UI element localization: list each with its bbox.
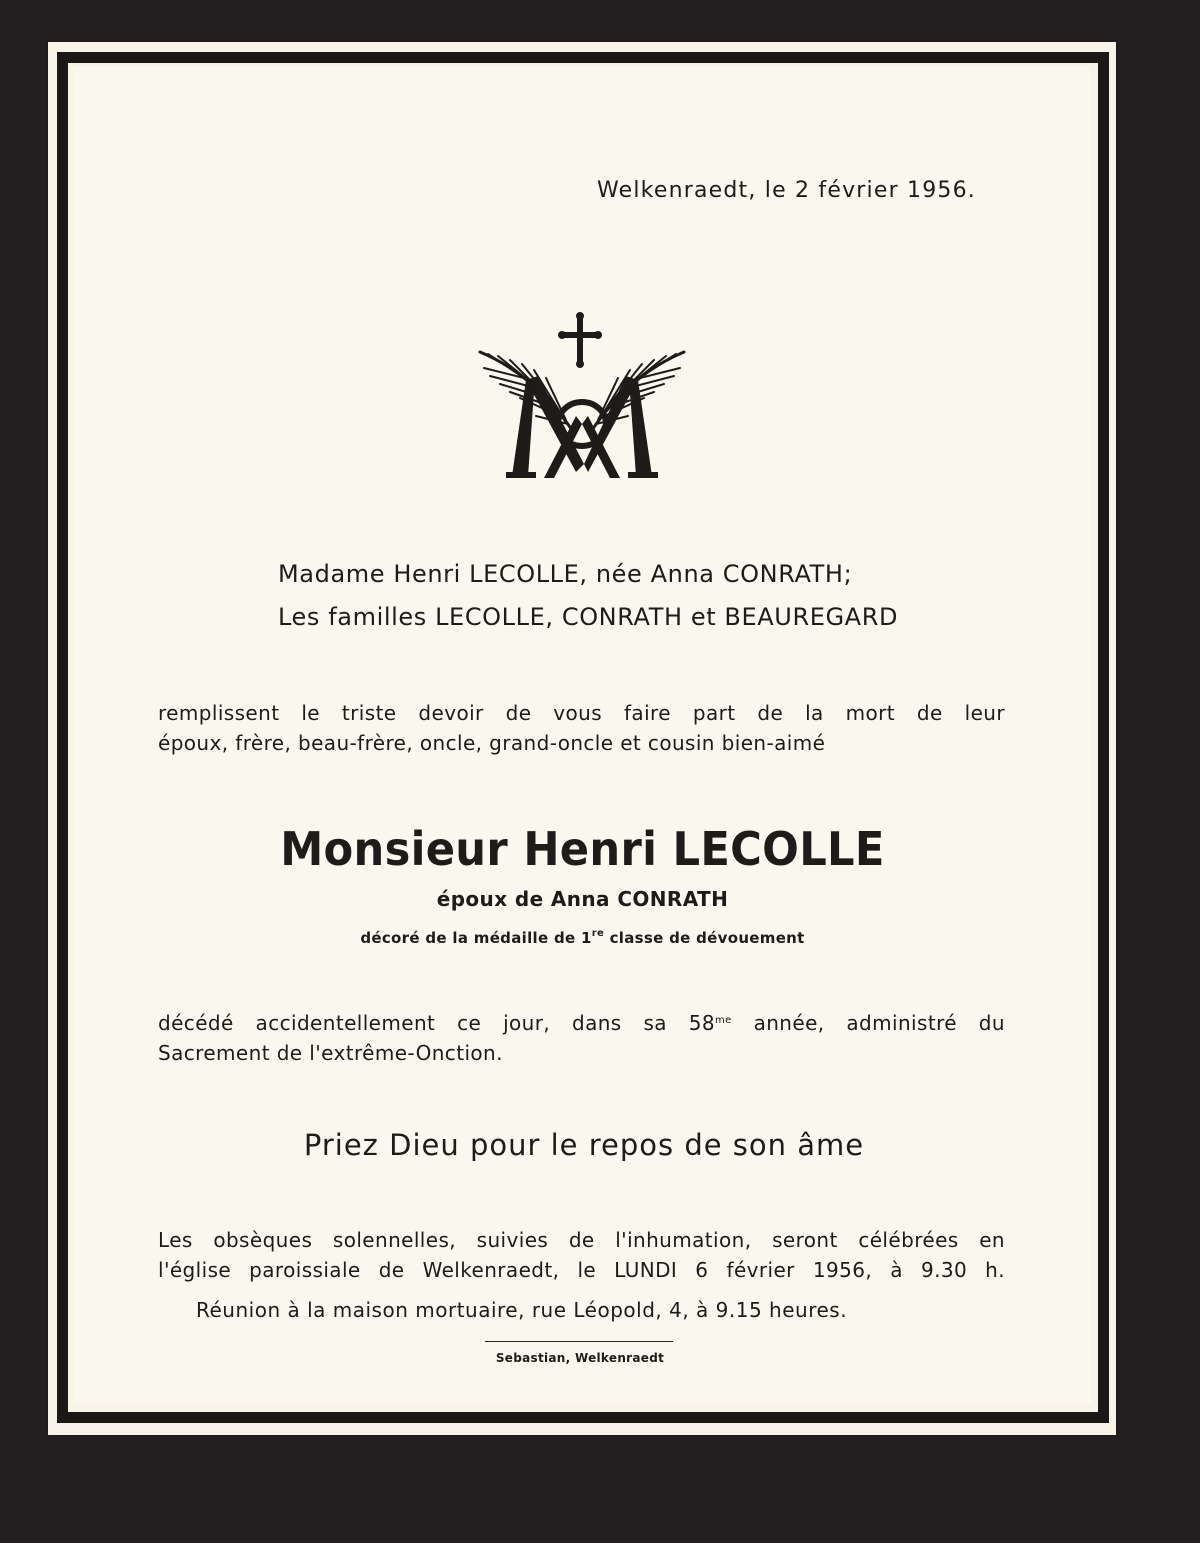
spouse-line: époux de Anna CONRATH bbox=[436, 887, 729, 911]
announcement-line-2: époux, frère, beau-frère, oncle, grand-oncle et cousin bien-aimé bbox=[158, 731, 826, 755]
funeral-line-2: l'église paroissiale de Welkenraedt, le LUNDI 6 février 1956, à 9.30 h. bbox=[158, 1258, 1005, 1282]
death-line-2: Sacrement de l'extrême-Onction. bbox=[158, 1041, 503, 1065]
death-sup: me bbox=[715, 1015, 732, 1026]
place-date: Welkenraedt, le 2 février 1956. bbox=[596, 178, 976, 203]
family-line-widow: Madame Henri LECOLLE, née Anna CONRATH; bbox=[278, 560, 853, 588]
deceased-name: Monsieur Henri LECOLLE bbox=[280, 822, 885, 876]
printer-imprint: Sebastian, Welkenraedt bbox=[495, 1351, 665, 1365]
death-prefix: décédé accidentellement ce jour, dans sa 58 bbox=[158, 1011, 716, 1035]
death-suffix: année, administré du bbox=[731, 1011, 1005, 1035]
medal-suffix: classe de dévouement bbox=[604, 929, 805, 947]
printer-divider bbox=[485, 1341, 673, 1342]
funeral-line-3: Réunion à la maison mortuaire, rue Léopold, 4, à 9.15 heures. bbox=[196, 1298, 848, 1322]
family-line-families: Les familles LECOLLE, CONRATH et BEAUREGARD bbox=[278, 603, 899, 631]
marian-monogram-cross-palms-icon bbox=[476, 312, 688, 480]
medal-prefix: décoré de la médaille de 1 bbox=[360, 929, 592, 947]
funeral-line-1: Les obsèques solennelles, suivies de l'inhumation, seront célébrées en bbox=[158, 1228, 1005, 1252]
death-line-1 bbox=[158, 1011, 1005, 1035]
medal-line bbox=[0, 929, 1165, 947]
prayer-line: Priez Dieu pour le repos de son âme bbox=[303, 1128, 865, 1162]
medal-sup: re bbox=[591, 928, 605, 939]
announcement-line-1: remplissent le triste devoir de vous faire part de la mort de leur bbox=[158, 701, 1005, 725]
